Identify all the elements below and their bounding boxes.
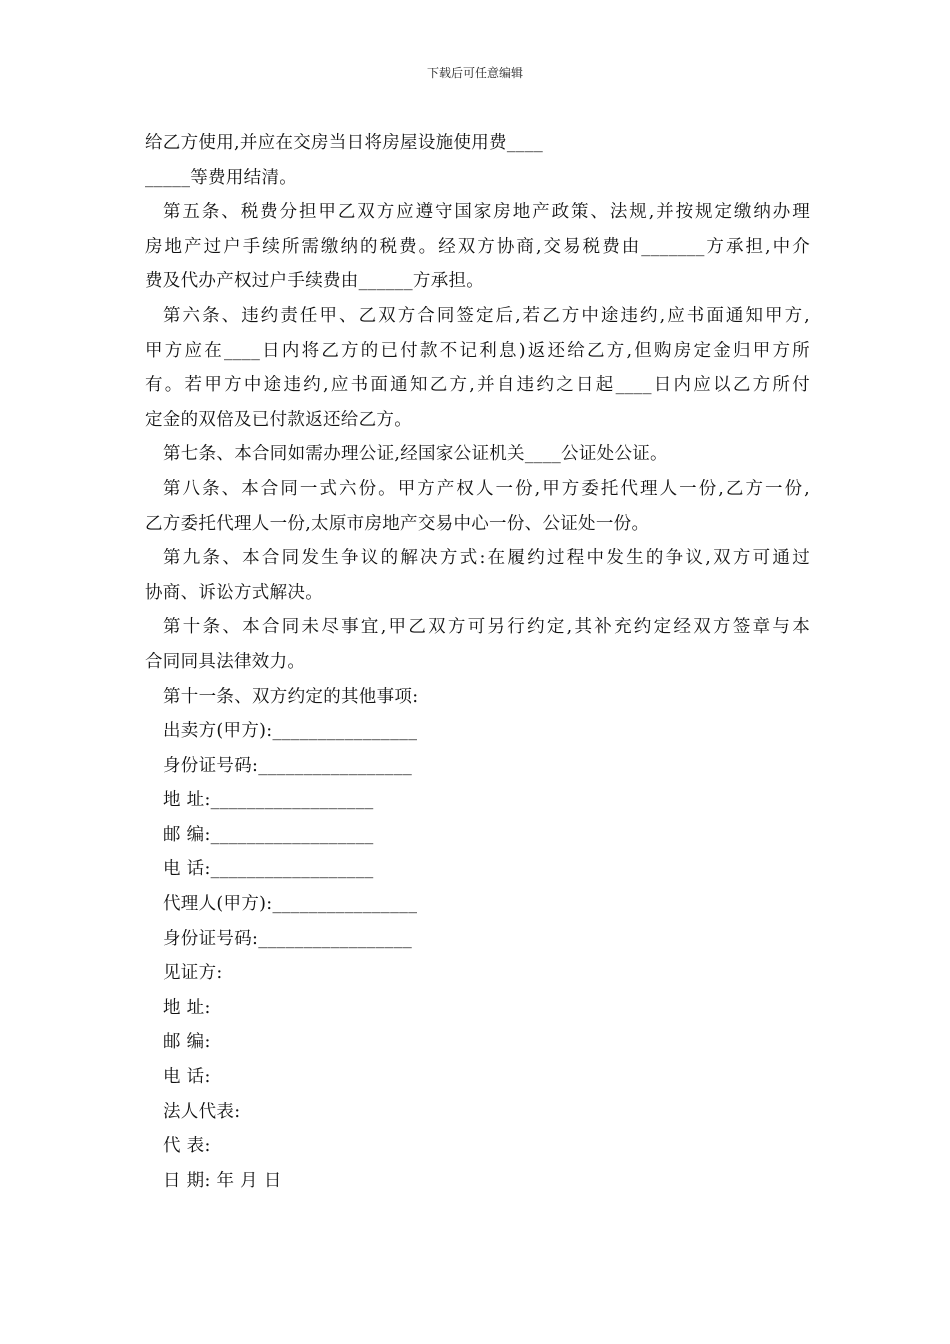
clause-6-line: 第六条、违约责任甲、乙双方合同签定后,若乙方中途违约,应书面通知甲方, (163, 305, 810, 326)
legal-representative-field: 法人代表: (163, 1101, 241, 1122)
seller-field: 出卖方(甲方):________________ (163, 721, 418, 742)
paragraph-line: 给乙方使用,并应在交房当日将房屋设施使用费____ (145, 133, 544, 153)
clause-10-line: 第十条、本合同未尽事宜,甲乙双方可另行约定,其补充约定经双方签章与本 (163, 617, 810, 638)
clause-9-line: 协商、诉讼方式解决。 (145, 582, 323, 603)
clause-5-line: 费及代办产权过户手续费由______方承担。 (145, 271, 485, 292)
date-field: 日 期: 年 月 日 (163, 1170, 282, 1191)
clause-10-line: 合同同具法律效力。 (145, 651, 306, 672)
witness-phone-field: 电 话: (163, 1067, 211, 1088)
seller-id-field: 身份证号码:_________________ (163, 755, 413, 776)
contract-body (145, 126, 810, 1198)
representative-field: 代 表: (163, 1136, 211, 1157)
clause-5-line: 房地产过户手续所需缴纳的税费。经双方协商,交易税费由_______方承担,中介 (145, 236, 810, 257)
clause-6-line: 定金的双倍及已付款返还给乙方。 (145, 409, 412, 430)
agent-id-field: 身份证号码:_________________ (163, 928, 413, 949)
clause-5-line: 第五条、税费分担甲乙双方应遵守国家房地产政策、法规,并按规定缴纳办理 (163, 202, 810, 223)
witness-address-field: 地 址: (163, 997, 211, 1018)
seller-address-field: 地 址:__________________ (163, 790, 374, 811)
witness-postcode-field: 邮 编: (163, 1032, 211, 1053)
paragraph-line: _____等费用结清。 (145, 167, 298, 188)
clause-11-line: 第十一条、双方约定的其他事项: (163, 686, 419, 707)
clause-7-line: 第七条、本合同如需办理公证,经国家公证机关____公证处公证。 (163, 444, 668, 465)
clause-8-line: 第八条、本合同一式六份。甲方产权人一份,甲方委托代理人一份,乙方一份, (163, 478, 810, 499)
seller-phone-field: 电 话:__________________ (163, 859, 374, 880)
clause-6-line: 有。若甲方中途违约,应书面通知乙方,并自违约之日起____日内应以乙方所付 (145, 375, 810, 396)
clause-9-line: 第九条、本合同发生争议的解决方式:在履约过程中发生的争议,双方可通过 (163, 548, 810, 569)
clause-6-line: 甲方应在____日内将乙方的已付款不记利息)返还给乙方,但购房定金归甲方所 (145, 340, 810, 361)
seller-postcode-field: 邮 编:__________________ (163, 824, 374, 845)
page-header-note: 下载后可任意编辑 (426, 66, 523, 80)
witness-field: 见证方: (163, 963, 223, 984)
agent-field: 代理人(甲方):________________ (163, 894, 418, 915)
clause-8-line: 乙方委托代理人一份,太原市房地产交易中心一份、公证处一份。 (145, 513, 650, 534)
